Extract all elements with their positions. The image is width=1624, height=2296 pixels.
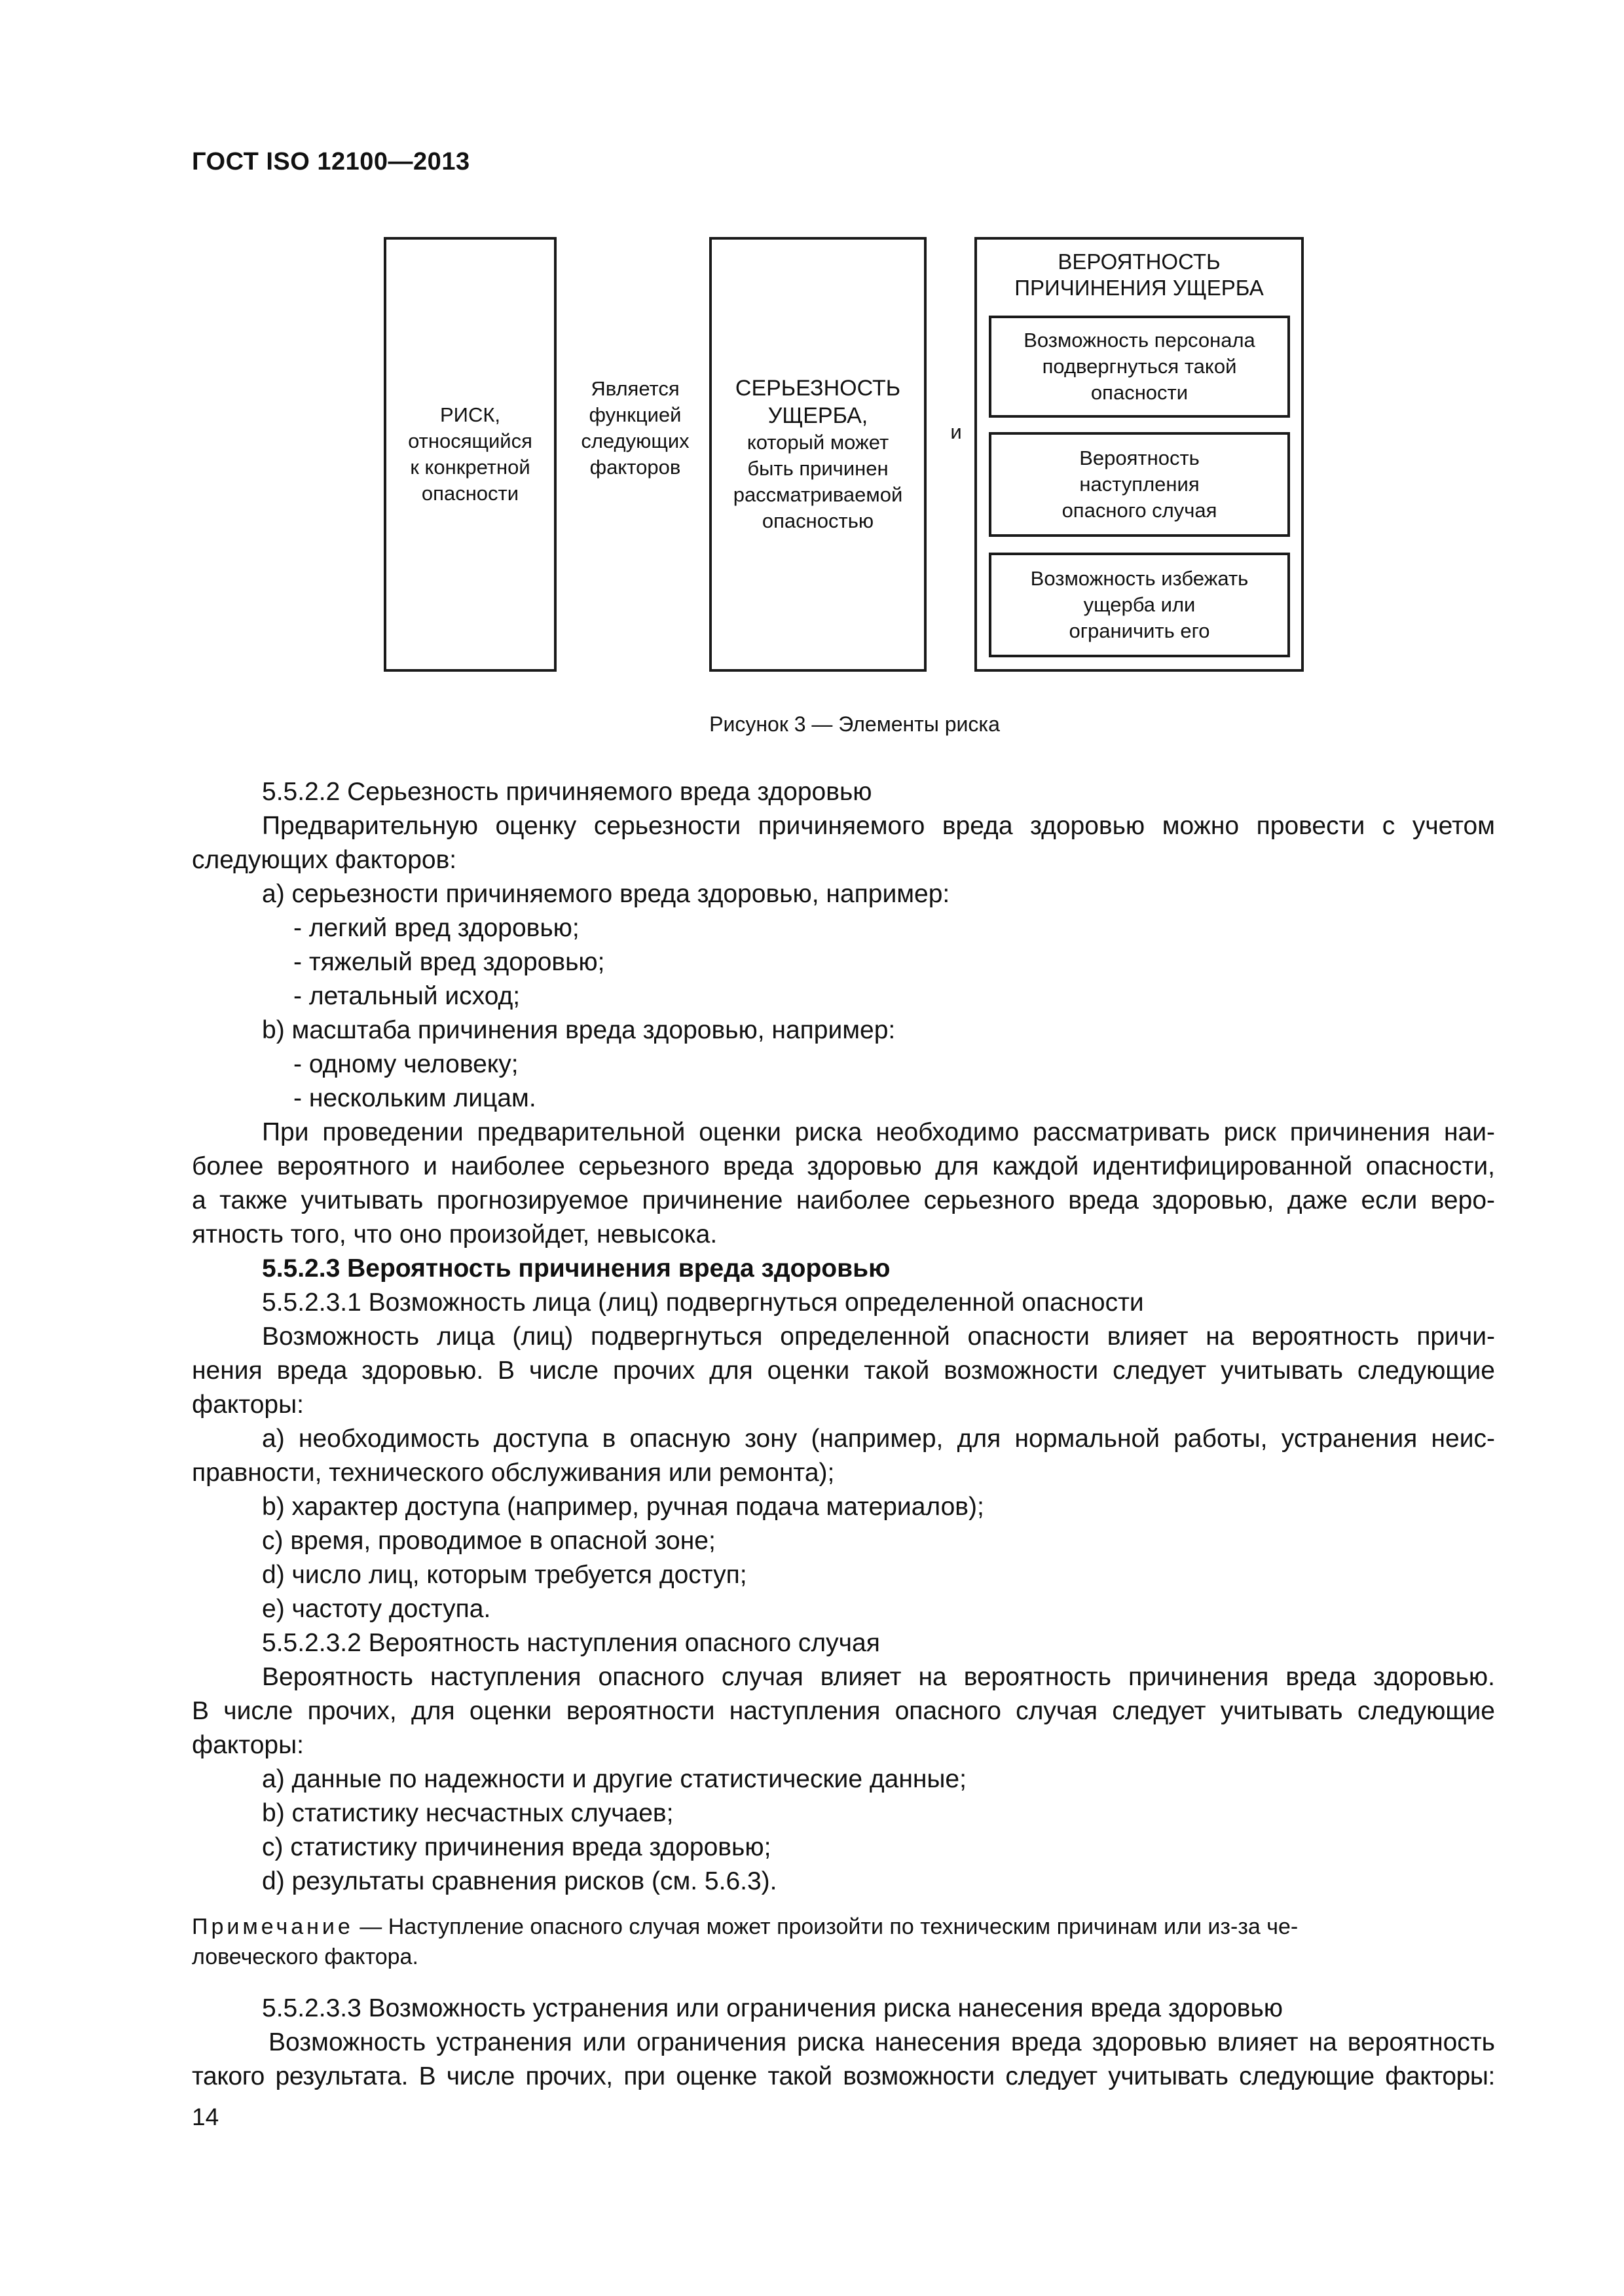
severity-heading: СЕРЬЕЗНОСТЬ (735, 376, 901, 401)
list-item: c) статистику причинения вреда здоровью; (262, 1833, 771, 1861)
paragraph-line: а также учитывать прогнозируемое причинение наиболее серьезного вреда здоровью, даже если веро- (192, 1186, 1495, 1214)
avoidance-sub-box (989, 553, 1290, 657)
function-of-factors-text (562, 376, 709, 481)
risk-box-line: относящийся (408, 429, 532, 452)
sub-box-line: наступления (1079, 473, 1200, 496)
risk-box-line: опасности (421, 482, 519, 505)
severity-body-line: рассматриваемой (733, 483, 903, 506)
risk-box-line: к конкретной (410, 456, 530, 479)
subsection-heading-bold: 5.5.2.3 Вероятность причинения вреда здоровью (262, 1254, 891, 1283)
list-subitem: - летальный исход; (293, 982, 521, 1010)
paragraph-line: следующих факторов: (192, 846, 457, 874)
note-text: — Наступление опасного случая может произойти по техническим причинам или из-за че- (353, 1914, 1299, 1939)
severity-body-line: опасностью (762, 509, 874, 532)
list-item: а) необходимость доступа в опасную зону (например, для нормальной работы, устранения неис- (262, 1425, 1495, 1453)
sub-box-line: Возможность персонала (1024, 329, 1255, 352)
note-continuation: ловеческого фактора. (192, 1944, 418, 1969)
sub-box-line: ущерба или (1083, 593, 1196, 616)
list-item: c) время, проводимое в опасной зоне; (262, 1527, 716, 1555)
sub-box-line: ограничить его (1069, 619, 1210, 642)
sub-box-line: опасности (1090, 381, 1189, 404)
page-number: 14 (192, 2104, 219, 2130)
function-text-line: функцией (589, 403, 682, 426)
subsection-heading: 5.5.2.3.1 Возможность лица (лиц) подвергнуться определенной опасности (262, 1288, 1144, 1317)
hazardous-event-sub-box (989, 432, 1290, 537)
paragraph-line: факторы: (192, 1731, 304, 1759)
severity-body-line: быть причинен (747, 457, 889, 480)
sub-box-line: Вероятность (1079, 446, 1200, 469)
list-item: а) данные по надежности и другие статистические данные; (262, 1765, 967, 1793)
note (192, 1912, 1425, 1942)
subsection-heading: 5.5.2.3.3 Возможность устранения или ограничения риска нанесения вреда здоровью (262, 1994, 1283, 2022)
severity-heading: УЩЕРБА, (767, 403, 868, 428)
paragraph-line: нения вреда здоровью. В числе прочих для оценки такой возможности следует учитывать следующие (192, 1357, 1495, 1385)
subsection-heading: 5.5.2.2 Серьезность причиняемого вреда здоровью (262, 778, 872, 806)
list-subitem: - нескольким лицам. (293, 1084, 536, 1112)
list-subitem: - одному человеку; (293, 1050, 519, 1078)
paragraph-line: При проведении предварительной оценки риска необходимо рассматривать риск причинения наи- (262, 1118, 1495, 1146)
probability-title-line: ВЕРОЯТНОСТЬ (1058, 249, 1221, 274)
risk-box (384, 237, 557, 672)
list-subitem: - легкий вред здоровью; (293, 914, 580, 942)
paragraph-line: Возможность устранения или ограничения риска нанесения вреда здоровью влияет на вероятность (268, 2028, 1495, 2056)
paragraph-line: факторы: (192, 1391, 304, 1419)
function-text-line: Является (591, 377, 680, 400)
paragraph-line: Вероятность наступления опасного случая влияет на вероятность причинения вреда здоровью. (262, 1663, 1495, 1691)
list-item: d) результаты сравнения рисков (см. 5.6.3). (262, 1867, 777, 1895)
sub-box-line: подвергнуться такой (1042, 355, 1237, 378)
list-subitem: - тяжелый вред здоровью; (293, 948, 605, 976)
note-label: Примечание (192, 1914, 354, 1939)
probability-title-line: ПРИЧИНЕНИЯ УЩЕРБА (1014, 276, 1264, 300)
list-item: b) характер доступа (например, ручная подача материалов); (262, 1493, 984, 1521)
list-item: а) серьезности причиняемого вреда здоровью, например: (262, 880, 950, 908)
list-item: d) число лиц, которым требуется доступ; (262, 1561, 747, 1589)
exposure-sub-box (989, 316, 1290, 418)
probability-title (974, 249, 1304, 301)
list-item-continuation: правности, технического обслуживания или ремонта); (192, 1459, 835, 1487)
paragraph-line: более вероятного и наиболее серьезного вреда здоровью для каждой идентифицированной опасности, (192, 1152, 1495, 1180)
list-item: e) частоту доступа. (262, 1595, 491, 1623)
severity-body-line: который может (747, 431, 889, 454)
list-item: b) масштаба причинения вреда здоровью, например: (262, 1016, 896, 1044)
paragraph-line: В числе прочих, для оценки вероятности наступления опасного случая следует учитывать следующие (192, 1697, 1495, 1725)
and-conjunction: и (950, 420, 962, 443)
list-item: b) статистику несчастных случаев; (262, 1799, 674, 1827)
function-text-line: факторов (589, 456, 681, 479)
paragraph-line: такого результата. В числе прочих, при оценке такой возможности следует учитывать следующие факторы: (192, 2062, 1495, 2090)
risk-box-line: РИСК, (439, 403, 501, 426)
function-text-line: следующих (581, 429, 690, 452)
document-header: ГОСТ ISO 12100—2013 (192, 148, 470, 175)
figure-caption: Рисунок 3 — Элементы риска (709, 712, 1000, 736)
paragraph-line: Возможность лица (лиц) подвергнуться определенной опасности влияет на вероятность причи- (262, 1322, 1495, 1351)
paragraph-line: Предварительную оценку серьезности причиняемого вреда здоровью можно провести с учетом (262, 812, 1495, 840)
sub-box-line: опасного случая (1061, 499, 1217, 522)
sub-box-line: Возможность избежать (1030, 567, 1249, 590)
severity-box (709, 237, 927, 672)
subsection-heading: 5.5.2.3.2 Вероятность наступления опасного случая (262, 1629, 880, 1657)
paragraph-line: ятность того, что оно произойдет, невысока. (192, 1220, 718, 1248)
